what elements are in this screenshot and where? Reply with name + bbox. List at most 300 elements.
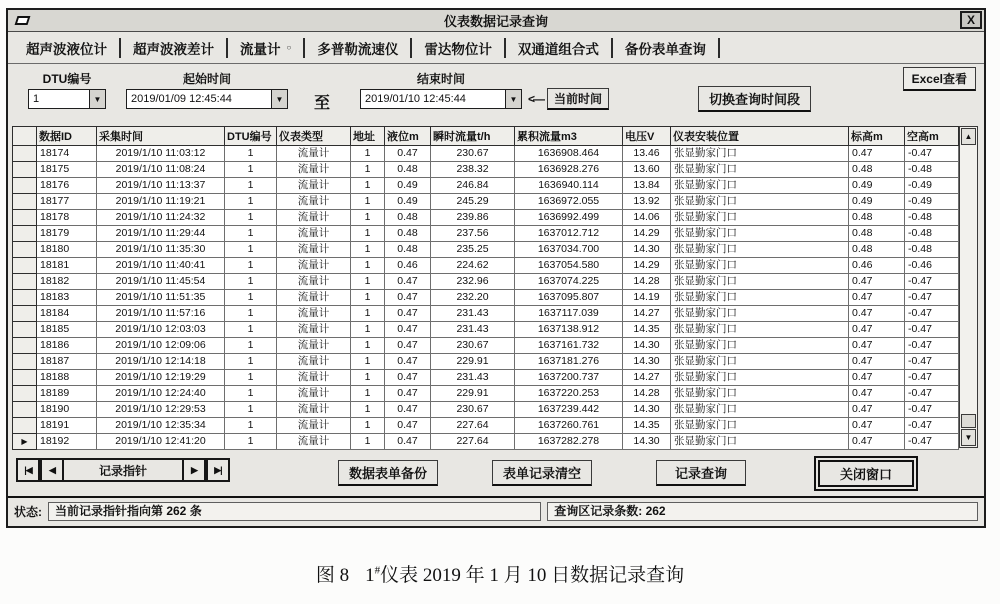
dtu-select[interactable]: [28, 89, 106, 109]
close-window-button-label: 关闭窗口: [818, 460, 914, 487]
cell: 流量计: [277, 290, 351, 306]
table-row[interactable]: [13, 242, 959, 258]
cell: 18175: [37, 162, 97, 178]
cell: 0.47: [849, 338, 905, 354]
cell: 0.48: [385, 210, 431, 226]
column-header[interactable]: 电压V: [623, 127, 671, 146]
cell: 0.47: [849, 354, 905, 370]
cell: 流量计: [277, 178, 351, 194]
cell: 1637012.712: [515, 226, 623, 242]
cell: 0.47: [385, 306, 431, 322]
cell: 232.96: [431, 274, 515, 290]
cell: 18186: [37, 338, 97, 354]
current-time-group: [528, 88, 609, 110]
record-pointer-status: 当前记录指针指向第 262 条: [48, 502, 541, 521]
cell: 0.48: [385, 162, 431, 178]
cell: 0.48: [385, 226, 431, 242]
cell: 0.47: [385, 338, 431, 354]
cell: 1637200.737: [515, 370, 623, 386]
cell: 张显勤家门口: [671, 210, 849, 226]
cell: 张显勤家门口: [671, 386, 849, 402]
cell: 0.47: [849, 322, 905, 338]
cell: 1: [225, 306, 277, 322]
cell: 张显勤家门口: [671, 290, 849, 306]
cell: 2019/1/10 11:19:21: [97, 194, 225, 210]
clear-records-button[interactable]: 表单记录清空: [492, 460, 592, 486]
cell: 0.47: [385, 402, 431, 418]
cell: 1: [225, 258, 277, 274]
cell: 2019/1/10 11:08:24: [97, 162, 225, 178]
cell: 0.49: [849, 178, 905, 194]
end-time-group: [360, 70, 522, 109]
row-selector[interactable]: [13, 242, 37, 258]
cell: 1: [351, 306, 385, 322]
cell: 18179: [37, 226, 97, 242]
row-selector[interactable]: [13, 210, 37, 226]
table-row[interactable]: [13, 226, 959, 242]
row-pointer-icon[interactable]: ▶: [13, 434, 37, 450]
cell: 0.48: [849, 226, 905, 242]
cell: 14.29: [623, 226, 671, 242]
column-header[interactable]: 仪表安装位置: [671, 127, 849, 146]
cell: -0.48: [905, 226, 959, 242]
cell: 0.47: [849, 434, 905, 450]
tab-label: 雷达物位计: [424, 41, 492, 57]
cell: 1636992.499: [515, 210, 623, 226]
cell: 2019/1/10 12:24:40: [97, 386, 225, 402]
cell: 18182: [37, 274, 97, 290]
row-selector[interactable]: [13, 418, 37, 434]
vertical-scrollbar[interactable]: [959, 126, 978, 448]
cell: 1: [225, 162, 277, 178]
column-header[interactable]: 液位m: [385, 127, 431, 146]
row-selector[interactable]: [13, 226, 37, 242]
row-selector[interactable]: [13, 402, 37, 418]
previous-record-icon[interactable]: ◀: [40, 458, 64, 482]
column-header[interactable]: 瞬时流量t/h: [431, 127, 515, 146]
cell: 0.48: [849, 242, 905, 258]
cell: 13.92: [623, 194, 671, 210]
cell: 0.48: [849, 210, 905, 226]
cell: 1: [351, 226, 385, 242]
cell: 14.27: [623, 370, 671, 386]
cell: 18176: [37, 178, 97, 194]
chevron-down-icon[interactable]: ▼: [505, 90, 521, 108]
cell: 1: [225, 322, 277, 338]
cell: 18184: [37, 306, 97, 322]
cell: 流量计: [277, 386, 351, 402]
cell: 1: [351, 146, 385, 162]
cell: 流量计: [277, 242, 351, 258]
row-selector[interactable]: [13, 258, 37, 274]
cell: 14.27: [623, 306, 671, 322]
cell: 2019/1/10 12:09:06: [97, 338, 225, 354]
status-label: 状态:: [14, 504, 42, 519]
table-row[interactable]: [13, 258, 959, 274]
tab-1[interactable]: [14, 38, 119, 58]
cell: 2019/1/10 11:24:32: [97, 210, 225, 226]
table-row[interactable]: [13, 386, 959, 402]
data-grid: [12, 126, 959, 450]
cell: 1637282.278: [515, 434, 623, 450]
cell: 0.47: [849, 290, 905, 306]
cell: 14.30: [623, 402, 671, 418]
column-header[interactable]: 地址: [351, 127, 385, 146]
cell: 1: [351, 322, 385, 338]
cell: 1: [351, 178, 385, 194]
cell: 1636972.055: [515, 194, 623, 210]
cell: 0.47: [849, 402, 905, 418]
cell: 245.29: [431, 194, 515, 210]
cell: 230.67: [431, 146, 515, 162]
cell: 224.62: [431, 258, 515, 274]
cell: 张显勤家门口: [671, 162, 849, 178]
cell: -0.47: [905, 274, 959, 290]
cell: 1: [225, 178, 277, 194]
cell: 1637054.580: [515, 258, 623, 274]
cell: 1637095.807: [515, 290, 623, 306]
cell: 1637239.442: [515, 402, 623, 418]
next-record-icon[interactable]: ▶: [182, 458, 206, 482]
record-pointer-label: 记录指针: [64, 458, 182, 482]
cell: 张显勤家门口: [671, 434, 849, 450]
row-selector[interactable]: [13, 162, 37, 178]
cell: -0.47: [905, 370, 959, 386]
cell: 0.47: [849, 306, 905, 322]
scroll-down-icon[interactable]: ▼: [961, 429, 976, 446]
data-grid-area: [12, 126, 978, 448]
table-row[interactable]: [13, 210, 959, 226]
tab-5[interactable]: [412, 38, 504, 58]
cell: 1: [351, 210, 385, 226]
cell: -0.47: [905, 290, 959, 306]
cell: 229.91: [431, 354, 515, 370]
cell: 流量计: [277, 322, 351, 338]
tab-7[interactable]: [613, 38, 718, 58]
cell: 1: [351, 418, 385, 434]
table-row[interactable]: [13, 290, 959, 306]
cell: 1: [351, 354, 385, 370]
cell: 1636940.114: [515, 178, 623, 194]
scrollbar-thumb[interactable]: [961, 414, 976, 428]
cell: 1: [225, 210, 277, 226]
column-header[interactable]: 采集时间: [97, 127, 225, 146]
cell: 18191: [37, 418, 97, 434]
tab-3[interactable]: [228, 38, 303, 58]
cell: 1: [351, 290, 385, 306]
cell: -0.46: [905, 258, 959, 274]
cell: 0.47: [385, 418, 431, 434]
cell: -0.47: [905, 306, 959, 322]
current-time-button[interactable]: 当前时间: [547, 88, 609, 110]
cell: 0.47: [849, 274, 905, 290]
backup-form-button[interactable]: 数据表单备份: [338, 460, 438, 486]
chevron-down-icon[interactable]: ▼: [89, 90, 105, 108]
column-header[interactable]: 累积流量m3: [515, 127, 623, 146]
to-label: 至: [314, 95, 331, 112]
cell: 流量计: [277, 418, 351, 434]
cell: 2019/1/10 11:45:54: [97, 274, 225, 290]
cell: 0.47: [385, 290, 431, 306]
scrollbar-track[interactable]: [960, 146, 977, 428]
row-selector[interactable]: [13, 290, 37, 306]
cell: 1: [225, 242, 277, 258]
cell: 流量计: [277, 354, 351, 370]
cell: 18181: [37, 258, 97, 274]
table-row[interactable]: [13, 354, 959, 370]
cell: -0.48: [905, 210, 959, 226]
table-row[interactable]: [13, 370, 959, 386]
row-selector[interactable]: [13, 370, 37, 386]
cell: 14.35: [623, 418, 671, 434]
table-row[interactable]: [13, 162, 959, 178]
cell: 14.30: [623, 354, 671, 370]
row-selector[interactable]: [13, 386, 37, 402]
cell: 231.43: [431, 306, 515, 322]
cell: 0.47: [385, 274, 431, 290]
cell: 流量计: [277, 146, 351, 162]
column-header[interactable]: 标高m: [849, 127, 905, 146]
cell: 1637034.700: [515, 242, 623, 258]
table-row[interactable]: [13, 418, 959, 434]
cell: 2019/1/10 12:41:20: [97, 434, 225, 450]
tab-2[interactable]: [121, 38, 226, 58]
table-row[interactable]: [13, 194, 959, 210]
chevron-down-icon[interactable]: ▼: [271, 90, 287, 108]
switch-time-range-button[interactable]: 切换查询时间段: [698, 86, 811, 112]
first-record-icon[interactable]: |◀: [16, 458, 40, 482]
row-selector[interactable]: [13, 274, 37, 290]
excel-view-button[interactable]: Excel查看: [903, 67, 976, 91]
cell: 1: [351, 370, 385, 386]
cell: 2019/1/10 11:03:12: [97, 146, 225, 162]
cell: 18180: [37, 242, 97, 258]
cell: 1: [225, 370, 277, 386]
end-time-value: 2019/01/10 12:45:44: [365, 93, 466, 105]
tab-label: 多普勒流速仪: [317, 41, 399, 57]
table-row[interactable]: [13, 402, 959, 418]
cell: 18178: [37, 210, 97, 226]
cell: 张显勤家门口: [671, 306, 849, 322]
cell: 2019/1/10 11:51:35: [97, 290, 225, 306]
row-selector[interactable]: [13, 178, 37, 194]
cell: -0.48: [905, 242, 959, 258]
tab-6[interactable]: [506, 38, 611, 58]
cell: 1: [225, 402, 277, 418]
cell: 0.47: [385, 386, 431, 402]
row-selector[interactable]: [13, 338, 37, 354]
cell: 0.46: [849, 258, 905, 274]
cell: 流量计: [277, 338, 351, 354]
cell: 张显勤家门口: [671, 274, 849, 290]
cell: 0.47: [385, 322, 431, 338]
row-selector[interactable]: [13, 194, 37, 210]
cell: 1: [351, 258, 385, 274]
row-selector[interactable]: [13, 146, 37, 162]
cell: 张显勤家门口: [671, 354, 849, 370]
cell: 14.28: [623, 386, 671, 402]
cell: 2019/1/10 11:40:41: [97, 258, 225, 274]
cell: -0.49: [905, 178, 959, 194]
cell: -0.49: [905, 194, 959, 210]
cell: 14.30: [623, 434, 671, 450]
cell: 1: [351, 434, 385, 450]
start-time-label: 起始时间: [182, 72, 231, 86]
end-time-label: 结束时间: [416, 72, 465, 86]
cell: 1: [225, 146, 277, 162]
cell: 14.29: [623, 258, 671, 274]
row-selector[interactable]: [13, 322, 37, 338]
cell: 14.06: [623, 210, 671, 226]
cell: 张显勤家门口: [671, 370, 849, 386]
start-time-select[interactable]: [126, 89, 288, 109]
record-navigator: [16, 458, 230, 482]
cell: 1637181.276: [515, 354, 623, 370]
cell: -0.47: [905, 434, 959, 450]
end-time-select[interactable]: [360, 89, 522, 109]
cell: 2019/1/10 11:57:16: [97, 306, 225, 322]
status-bar: [8, 496, 984, 524]
cell: 流量计: [277, 226, 351, 242]
cell: 流量计: [277, 306, 351, 322]
window-title: 仪表数据记录查询: [443, 14, 548, 29]
row-selector[interactable]: [13, 354, 37, 370]
cell: -0.47: [905, 354, 959, 370]
cell: 0.47: [385, 354, 431, 370]
cell: 张显勤家门口: [671, 338, 849, 354]
cell: 1: [225, 386, 277, 402]
cell: 1637138.912: [515, 322, 623, 338]
cell: 14.30: [623, 338, 671, 354]
dtu-value: 1: [33, 93, 40, 105]
cell: 1: [351, 242, 385, 258]
tab-label: 备份表单查询: [624, 41, 706, 57]
cell: 2019/1/10 12:29:53: [97, 402, 225, 418]
selected-tab-indicator-icon: ○: [286, 43, 292, 52]
tab-label: 流量计: [240, 41, 281, 57]
cell: 238.32: [431, 162, 515, 178]
table-row[interactable]: [13, 178, 959, 194]
caption-sup: #: [374, 564, 381, 577]
cell: 0.47: [849, 418, 905, 434]
last-record-icon[interactable]: ▶|: [206, 458, 230, 482]
cell: 流量计: [277, 274, 351, 290]
query-bar: [8, 64, 984, 124]
cell: 2019/1/10 11:13:37: [97, 178, 225, 194]
cell: 2019/1/10 12:35:34: [97, 418, 225, 434]
cell: 1637161.732: [515, 338, 623, 354]
cell: 张显勤家门口: [671, 258, 849, 274]
scroll-up-icon[interactable]: ▲: [961, 128, 976, 145]
cell: 流量计: [277, 162, 351, 178]
cell: 张显勤家门口: [671, 146, 849, 162]
tab-separator: [718, 38, 720, 58]
cell: 1637074.225: [515, 274, 623, 290]
cell: 张显勤家门口: [671, 242, 849, 258]
cell: 2019/1/10 11:29:44: [97, 226, 225, 242]
cell: 18188: [37, 370, 97, 386]
cell: 1636908.464: [515, 146, 623, 162]
cell: 0.47: [849, 386, 905, 402]
table-row[interactable]: [13, 338, 959, 354]
caption-num: 1: [365, 565, 375, 586]
cell: 14.28: [623, 274, 671, 290]
cell: 2019/1/10 12:03:03: [97, 322, 225, 338]
tab-label: 双通道组合式: [517, 41, 599, 57]
tab-4[interactable]: [305, 38, 410, 58]
grid-header-row: [13, 127, 959, 146]
table-row[interactable]: [13, 434, 959, 450]
tab-bar: [8, 32, 984, 64]
cell: 1: [351, 386, 385, 402]
cell: 1: [225, 434, 277, 450]
column-header[interactable]: 仪表类型: [277, 127, 351, 146]
cell: 230.67: [431, 338, 515, 354]
cell: 231.43: [431, 322, 515, 338]
cell: 18189: [37, 386, 97, 402]
cell: 14.30: [623, 242, 671, 258]
cell: 237.56: [431, 226, 515, 242]
tab-label: 超声波液位计: [26, 41, 107, 57]
column-header[interactable]: DTU编号: [225, 127, 277, 146]
cell: 0.48: [849, 162, 905, 178]
title-bar[interactable]: [8, 10, 984, 32]
cell: 18192: [37, 434, 97, 450]
cell: 1: [351, 338, 385, 354]
cell: 14.35: [623, 322, 671, 338]
cell: 张显勤家门口: [671, 322, 849, 338]
cell: 14.19: [623, 290, 671, 306]
selector-column-header: [13, 127, 37, 146]
close-window-icon[interactable]: X: [960, 11, 982, 29]
cell: 18183: [37, 290, 97, 306]
cell: 0.47: [849, 146, 905, 162]
figure-label: 图 8: [315, 565, 350, 586]
table-row[interactable]: [13, 322, 959, 338]
cell: 18190: [37, 402, 97, 418]
table-row[interactable]: [13, 274, 959, 290]
cell: -0.47: [905, 418, 959, 434]
table-row[interactable]: [13, 146, 959, 162]
figure-caption: [0, 560, 1000, 587]
column-header[interactable]: 数据ID: [37, 127, 97, 146]
cell: 1: [351, 274, 385, 290]
cell: 1637260.761: [515, 418, 623, 434]
cell: 1: [351, 402, 385, 418]
close-window-button[interactable]: [814, 456, 918, 491]
cell: 0.48: [385, 242, 431, 258]
cell: 18174: [37, 146, 97, 162]
query-records-button[interactable]: 记录查询: [656, 460, 746, 486]
cell: 张显勤家门口: [671, 402, 849, 418]
table-row[interactable]: [13, 306, 959, 322]
cell: 1: [225, 194, 277, 210]
cell: 239.86: [431, 210, 515, 226]
cell: 229.91: [431, 386, 515, 402]
record-count-status: 查询区记录条数: 262: [547, 502, 978, 521]
grid-body: [13, 146, 959, 450]
cell: 1: [351, 162, 385, 178]
cell: 13.60: [623, 162, 671, 178]
cell: 张显勤家门口: [671, 194, 849, 210]
cell: 231.43: [431, 370, 515, 386]
cell: -0.47: [905, 322, 959, 338]
row-selector[interactable]: [13, 306, 37, 322]
column-header[interactable]: 空高m: [905, 127, 959, 146]
cell: 232.20: [431, 290, 515, 306]
caption-text: 仪表 2019 年 1 月 10 日数据记录查询: [380, 565, 685, 586]
cell: 0.47: [385, 434, 431, 450]
